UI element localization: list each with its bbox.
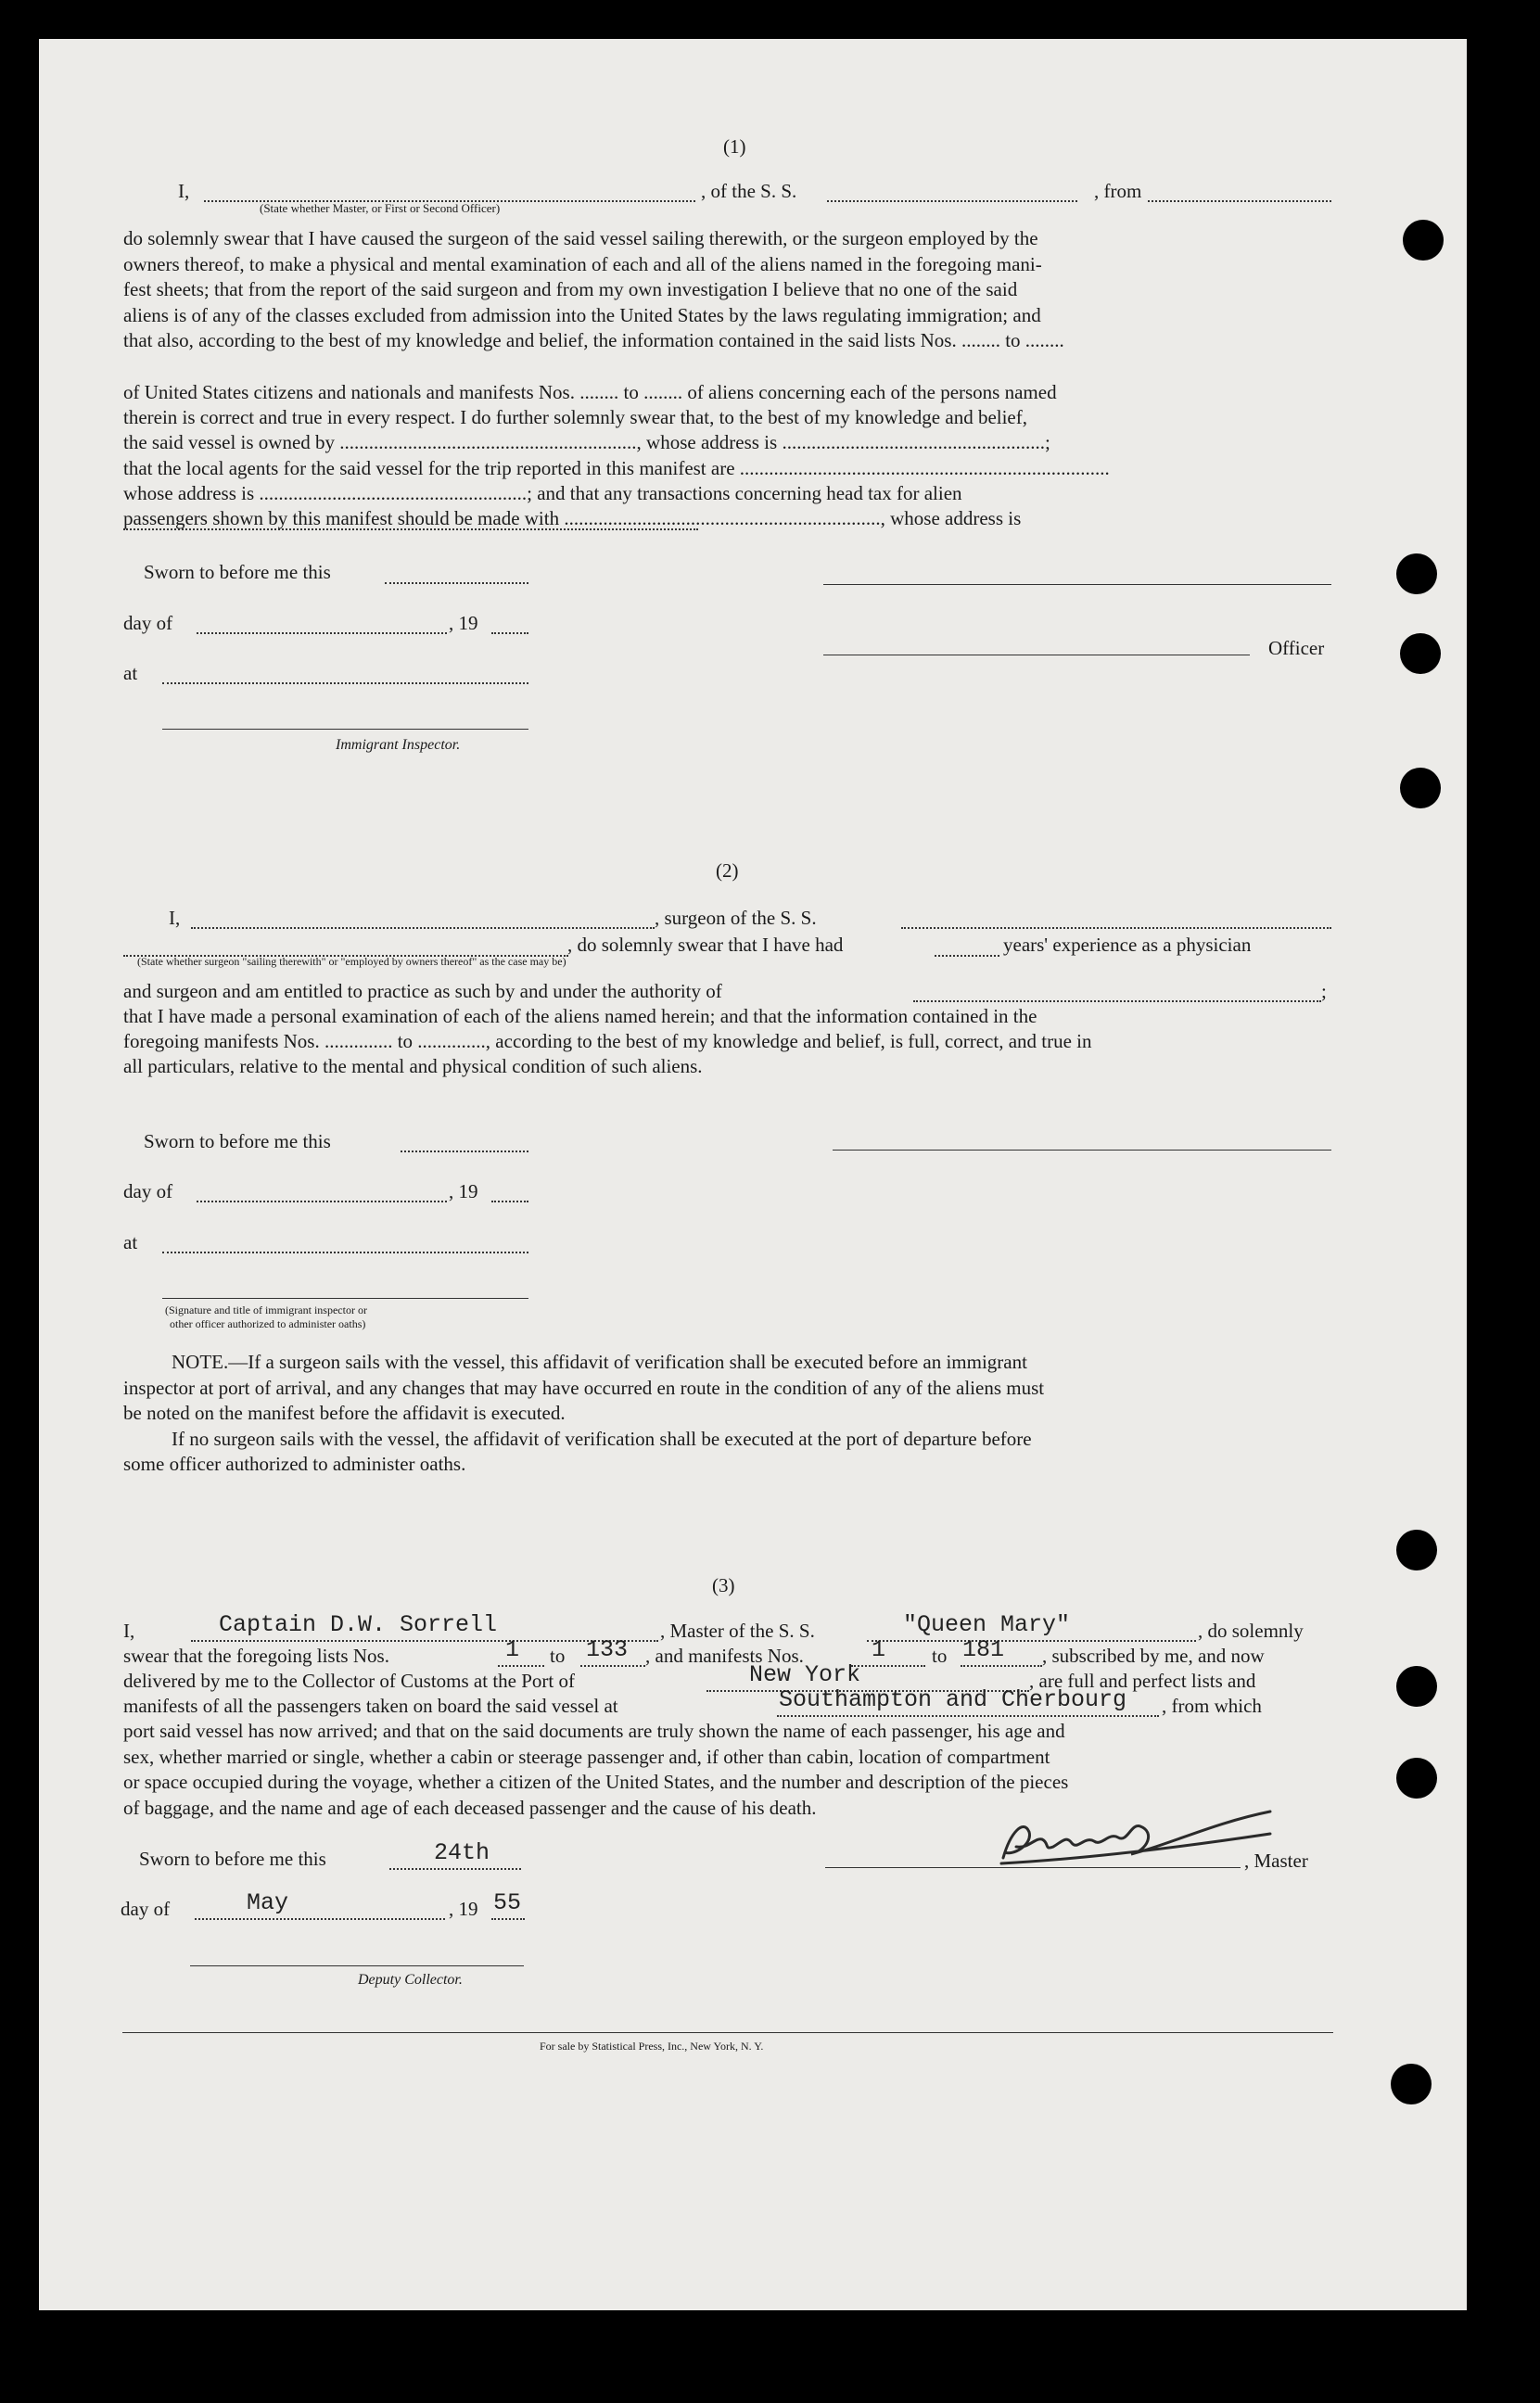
s1-body-a: do solemnly swear that I have caused the surgeon of the said vessel sailing therewith, or the surgeon employed by the owners thereof, to make a physical and mental examination of each and all of the aliens named in the foregoing mani- fest sheets; that from the report of the said surgeon and from my own investigation I believe that no one of the said aliens is of any of the classes excluded from admission into the United States by the laws regulating immigration; and that also, according to the best of my knowledge and belief, the information contained in the said lists Nos. ........ to ........ bbox=[123, 227, 1064, 351]
s3-l4a: manifests of all the passengers taken on board the said vessel at bbox=[123, 1695, 618, 1717]
s3-month: May bbox=[247, 1889, 289, 1916]
s2-swear: , do solemnly swear that I have had bbox=[567, 934, 844, 956]
s3-list-to-blank bbox=[580, 1665, 645, 1667]
s1-sworn: Sworn to before me this bbox=[144, 561, 331, 583]
s1-at: at bbox=[123, 662, 138, 684]
s1-line1-i: I, bbox=[178, 180, 190, 202]
s2-authority-blank bbox=[913, 1000, 1321, 1002]
punch-hole bbox=[1396, 1530, 1437, 1570]
s3-sworn-blank bbox=[389, 1868, 521, 1870]
s1-inspector: Immigrant Inspector. bbox=[336, 737, 461, 753]
s3-l3b: , are full and perfect lists and bbox=[1029, 1670, 1256, 1692]
s1-l12: whose address is .......................................................; and that any transactions concerning head tax for alien bbox=[123, 482, 962, 504]
s3-list-from-blank bbox=[498, 1665, 544, 1667]
s2-years-blank bbox=[935, 955, 999, 957]
s2-day-blank bbox=[197, 1201, 447, 1202]
s3-deputy-collector: Deputy Collector. bbox=[358, 1972, 463, 1988]
section-1-heading: (1) bbox=[723, 135, 746, 158]
s2-years: years' experience as a physician bbox=[1003, 934, 1252, 956]
bleed-through-text bbox=[213, 111, 218, 133]
s1-officer: Officer bbox=[1268, 637, 1325, 659]
s2-at: at bbox=[123, 1231, 138, 1253]
punch-hole bbox=[1400, 768, 1441, 808]
section-3-heading: (3) bbox=[712, 1574, 735, 1596]
s3-to-2: to bbox=[932, 1645, 948, 1667]
s2-l1-end: ; bbox=[1321, 980, 1327, 1002]
s1-line1-from: , from bbox=[1094, 180, 1142, 202]
punch-hole bbox=[1403, 220, 1444, 261]
s2-year: , 19 bbox=[449, 1180, 478, 1202]
s3-ship-name: "Queen Mary" bbox=[903, 1611, 1071, 1638]
s3-year-blank bbox=[491, 1918, 525, 1920]
s3-collector-line bbox=[190, 1965, 524, 1966]
s3-master-of: , Master of the S. S. bbox=[660, 1620, 815, 1642]
s1-year: , 19 bbox=[449, 612, 478, 634]
s1-sworn-blank bbox=[385, 582, 528, 584]
s3-departure: Southampton and Cherbourg bbox=[779, 1686, 1127, 1713]
punch-hole bbox=[1391, 2064, 1432, 2104]
s3-solemnly: , do solemnly bbox=[1198, 1620, 1304, 1642]
s3-i: I, bbox=[123, 1620, 135, 1642]
s2-at-blank bbox=[162, 1252, 528, 1253]
s3-master-label: , Master bbox=[1244, 1850, 1308, 1872]
punch-hole bbox=[1396, 553, 1437, 594]
s2-l3: foregoing manifests Nos. .............. to .............., according to the best of my knowledge and belief, is full, correct, and true in bbox=[123, 1030, 1092, 1052]
s2-sig-line bbox=[833, 1150, 1331, 1151]
s1-year-blank bbox=[491, 632, 528, 634]
s1-body-b: of United States citizens and nationals and manifests Nos. ........ to ........ of aliens concerning each of the persons named bbox=[123, 380, 1057, 403]
s3-man-to: 181 bbox=[962, 1636, 1005, 1663]
s3-sworn-day: 24th bbox=[434, 1839, 490, 1866]
s2-l4: all particulars, relative to the mental and physical condition of such aliens. bbox=[123, 1055, 703, 1077]
s2-inspector-line bbox=[162, 1298, 528, 1299]
s3-man-to-blank bbox=[961, 1665, 1042, 1667]
s3-l2b: , and manifests Nos. bbox=[645, 1645, 804, 1667]
s3-l4b: , from which bbox=[1162, 1695, 1262, 1717]
note-paragraph: NOTE.—If a surgeon sails with the vessel, this affidavit of verification shall be executed before an immigrant inspector at port of arrival, and any changes that may have occurred en route in the condition of any of the aliens must be noted on the manifest before the affidavit is executed. If no surgeon sails with the vessel, the affidavit of verification shall be executed at the port of departure before some officer authorized to administer oaths. bbox=[123, 1351, 1045, 1475]
s1-dayof: day of bbox=[123, 612, 173, 634]
s2-ship-blank bbox=[901, 927, 1331, 929]
s3-list-to: 133 bbox=[586, 1636, 629, 1663]
s1-inspector-line bbox=[162, 729, 528, 730]
s3-to-1: to bbox=[550, 1645, 566, 1667]
s2-l2: that I have made a personal examination of each of the aliens named herein; and that the information contained in the bbox=[123, 1005, 1037, 1027]
s3-list-from: 1 bbox=[505, 1636, 520, 1663]
s2-sworn: Sworn to before me this bbox=[144, 1130, 331, 1152]
s2-i: I, bbox=[169, 907, 181, 929]
punch-hole bbox=[1396, 1758, 1437, 1799]
s1-line1-ofss: , of the S. S. bbox=[701, 180, 797, 202]
s3-year-suffix: 55 bbox=[493, 1889, 522, 1916]
s3-master-sig-line bbox=[825, 1867, 1241, 1868]
s3-dep-blank bbox=[777, 1715, 1159, 1717]
footer-printer: For sale by Statistical Press, Inc., New York, N. Y. bbox=[540, 2040, 764, 2053]
s3-ship-blank bbox=[867, 1640, 1196, 1642]
s3-year-prefix: , 19 bbox=[449, 1898, 478, 1920]
s1-l11: that the local agents for the said vessel for the trip reported in this manifest are ............................................................................ bbox=[123, 457, 1110, 479]
s3-l3a: delivered by me to the Collector of Customs at the Port of bbox=[123, 1670, 575, 1692]
s1-l9: therein is correct and true in every respect. I do further solemnly swear that, to the best of my knowledge and belief, bbox=[123, 406, 1027, 428]
s1-l10: the said vessel is owned by ............................................................., whose address is ......................................................; bbox=[123, 431, 1050, 453]
s1-l13: passengers shown by this manifest should be made with ................................................................., whose address is bbox=[123, 507, 1022, 529]
s3-sworn: Sworn to before me this bbox=[139, 1848, 326, 1870]
s2-sig-caption-1: (Signature and title of immigrant inspector or bbox=[165, 1303, 367, 1316]
s1-day-blank bbox=[197, 632, 447, 634]
section-2-heading: (2) bbox=[716, 859, 739, 882]
s3-month-blank bbox=[195, 1918, 445, 1920]
s1-at-blank bbox=[162, 682, 528, 684]
s3-port: New York bbox=[749, 1661, 861, 1688]
s1-sig-line1 bbox=[823, 584, 1331, 585]
s2-year-blank bbox=[491, 1201, 528, 1202]
s2-sig-caption-2: other officer authorized to administer oaths) bbox=[170, 1317, 366, 1330]
s2-dayof: day of bbox=[123, 1180, 173, 1202]
s3-man-from-blank bbox=[851, 1665, 925, 1667]
s1-officer-caption: (State whether Master, or First or Second Officer) bbox=[260, 201, 501, 215]
s3-body: port said vessel has now arrived; and that on the said documents are truly shown the name of each passenger, his age and sex, whether married or single, whether a cabin or steerage passenger and, if other than cabin, location of compartment or space occupied during the voyage, whether a citizen of the United States, and the number and description of the pieces of baggage, and the name and age of each deceased passenger and the cause of his death. bbox=[123, 1720, 1069, 1819]
s3-l2c: , subscribed by me, and now bbox=[1042, 1645, 1265, 1667]
punch-hole bbox=[1400, 633, 1441, 674]
s2-l1: and surgeon and am entitled to practice as such by and under the authority of bbox=[123, 980, 722, 1002]
s2-caption: (State whether surgeon "sailing therewith" or "employed by owners thereof" as the case may be) bbox=[137, 955, 566, 968]
s1-ship-blank bbox=[827, 200, 1077, 202]
s2-surgeon-of: , surgeon of the S. S. bbox=[655, 907, 817, 929]
s3-master-name: Captain D.W. Sorrell bbox=[219, 1611, 498, 1638]
s3-dayof: day of bbox=[121, 1898, 171, 1920]
punch-hole bbox=[1396, 1666, 1437, 1707]
s3-man-from: 1 bbox=[872, 1636, 886, 1663]
s1-from-blank bbox=[1148, 200, 1331, 202]
footer-rule bbox=[122, 2032, 1333, 2033]
s2-sworn-blank bbox=[401, 1151, 528, 1152]
s2-name-blank bbox=[191, 927, 655, 929]
s3-l2a: swear that the foregoing lists Nos. bbox=[123, 1645, 389, 1667]
